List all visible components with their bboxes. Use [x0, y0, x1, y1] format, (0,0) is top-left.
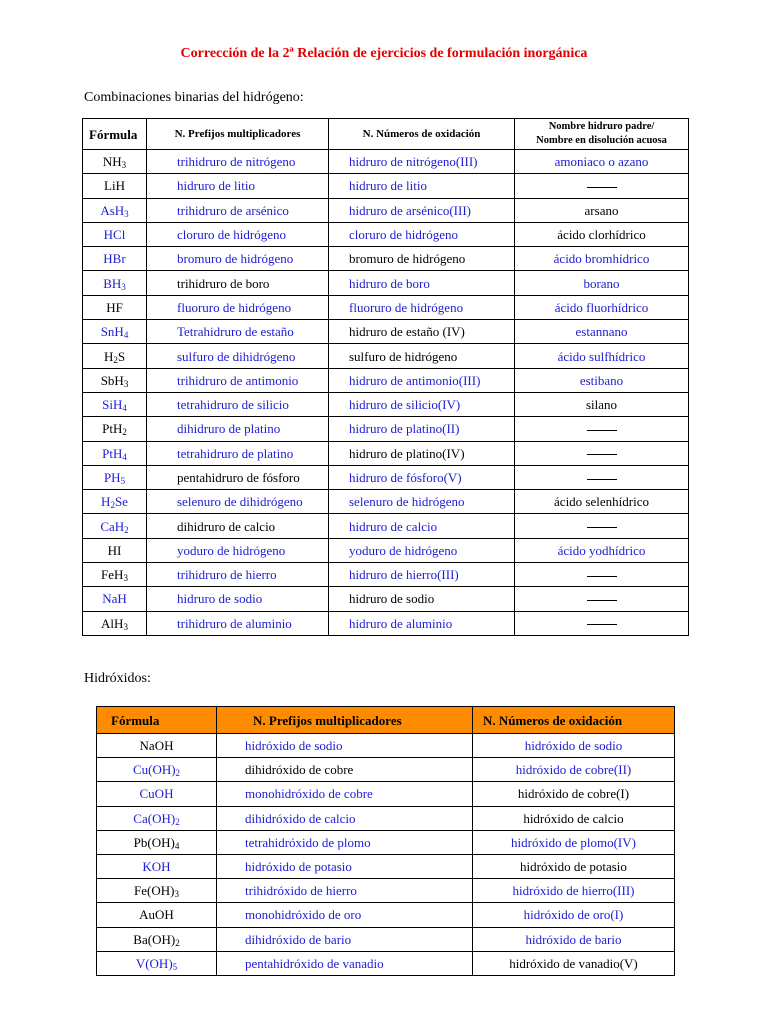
- formula-subscript: 2: [175, 937, 180, 948]
- formula-subscript: 3: [124, 208, 129, 219]
- table-row: [97, 854, 675, 878]
- header-nombre-padre-line1: Nombre hidruro padre/: [548, 121, 655, 132]
- prefijos-cell: trihidruro de nitrógeno: [147, 150, 329, 174]
- oxidacion-cell: hidruro de nitrógeno(III): [329, 150, 515, 174]
- formula-text: H: [101, 494, 111, 510]
- formula-text: PtH: [102, 421, 123, 437]
- formula-subscript: 2: [124, 524, 129, 535]
- table-row: [83, 368, 689, 392]
- formula-cell: [83, 271, 147, 295]
- prefijos-cell: bromuro de hidrógeno: [147, 247, 329, 271]
- formula-cell: [83, 611, 147, 635]
- table-row: [83, 465, 689, 489]
- formula-cell: [97, 830, 217, 854]
- oxidacion-cell: hidruro de litio: [329, 174, 515, 198]
- oxidacion-cell: hidruro de aluminio: [329, 611, 515, 635]
- formula-text: Ca(OH): [133, 810, 176, 826]
- formula-text: NaOH: [139, 738, 174, 754]
- header-formula: Fórmula: [97, 707, 217, 734]
- formula-text: H: [103, 348, 114, 364]
- prefijos-cell: selenuro de dihidrógeno: [147, 490, 329, 514]
- nombre-padre-cell: [515, 417, 689, 441]
- no-name-dash: [587, 430, 617, 431]
- formula-text: PH: [103, 470, 121, 485]
- formula-text: HI: [107, 542, 122, 558]
- prefijos-cell: cloruro de hidrógeno: [147, 222, 329, 246]
- formula-text: V(OH): [135, 955, 173, 971]
- formula-text: LiH: [104, 178, 125, 194]
- nombre-padre-cell: ácido sulfhídrico: [515, 344, 689, 368]
- table-row: [83, 198, 689, 222]
- formula-cell: [83, 222, 147, 246]
- oxidacion-cell: hidruro de estaño (IV): [329, 320, 515, 344]
- nombre-padre-cell: ácido bromhídrico: [515, 247, 689, 271]
- formula-subscript: 4: [174, 840, 180, 851]
- formula-subscript: 4: [122, 403, 127, 414]
- oxidacion-cell: hidruro de sodio: [329, 587, 515, 611]
- formula-subscript: 4: [123, 330, 129, 341]
- formula-cell: [97, 854, 217, 878]
- prefijos-cell: pentahidruro de fósforo: [147, 465, 329, 489]
- formula-text: Pb(OH): [133, 834, 175, 850]
- prefijos-cell: dihidruro de calcio: [147, 514, 329, 538]
- oxidacion-cell: hidruro de hierro(III): [329, 563, 515, 587]
- formula-cell: [97, 951, 217, 975]
- no-name-dash: [587, 454, 617, 455]
- header-oxidacion: N. Números de oxidación: [473, 707, 675, 734]
- formula-subscript: 5: [120, 476, 126, 486]
- oxidacion-cell: fluoruro de hidrógeno: [329, 295, 515, 319]
- prefijos-cell: yoduro de hidrógeno: [147, 538, 329, 562]
- formula-text: HF: [106, 299, 123, 315]
- nombre-padre-cell: [515, 441, 689, 465]
- formula-cell: [83, 514, 147, 538]
- no-name-dash: [587, 600, 617, 601]
- header-prefijos: N. Prefijos multiplicadores: [147, 119, 329, 150]
- formula-cell: [97, 927, 217, 951]
- formula-text: HCl: [103, 227, 126, 243]
- formula-cell: [97, 782, 217, 806]
- formula-subscript: 3: [123, 378, 129, 389]
- nombre-padre-cell: borano: [515, 271, 689, 295]
- prefijos-cell: trihidruro de arsénico: [147, 198, 329, 222]
- oxidacion-cell: hidruro de calcio: [329, 514, 515, 538]
- nombre-padre-cell: estannano: [515, 320, 689, 344]
- nombre-padre-cell: ácido selenhídrico: [515, 490, 689, 514]
- table-row: [97, 903, 675, 927]
- formula-cell: [83, 344, 147, 368]
- formula-cell: [83, 441, 147, 465]
- formula-text: SbH: [100, 372, 124, 388]
- nombre-padre-cell: ácido yodhídrico: [515, 538, 689, 562]
- hydroxides-table: [96, 706, 675, 976]
- formula-cell: [83, 247, 147, 271]
- table-row: [83, 247, 689, 271]
- table-row: [83, 320, 689, 344]
- formula-cell: [97, 903, 217, 927]
- oxidacion-cell: hidruro de boro: [329, 271, 515, 295]
- nombre-padre-cell: [515, 611, 689, 635]
- header-nombre-padre: [515, 119, 689, 150]
- oxidacion-cell: hidróxido de oro(I): [473, 903, 675, 927]
- prefijos-cell: trihidróxido de hierro: [217, 879, 473, 903]
- table-row: [97, 806, 675, 830]
- prefijos-cell: monohidróxido de oro: [217, 903, 473, 927]
- oxidacion-cell: hidróxido de plomo(IV): [473, 830, 675, 854]
- formula-text: Se: [114, 494, 128, 510]
- table-row: [83, 563, 689, 587]
- formula-subscript: 2: [122, 427, 127, 438]
- table-row: [83, 392, 689, 416]
- prefijos-cell: hidruro de sodio: [147, 587, 329, 611]
- table-row: [83, 538, 689, 562]
- header-nombre-padre-line2: Nombre en disolución acuosa: [536, 135, 667, 146]
- formula-cell: [83, 198, 147, 222]
- formula-subscript: 2: [113, 354, 118, 365]
- table-row: [83, 587, 689, 611]
- formula-subscript: 3: [123, 621, 128, 632]
- nombre-padre-cell: ácido clorhídrico: [515, 222, 689, 246]
- nombre-padre-cell: [515, 514, 689, 538]
- formula-text: NaH: [102, 591, 127, 607]
- header-formula: Fórmula: [83, 119, 147, 150]
- prefijos-cell: pentahidróxido de vanadio: [217, 951, 473, 975]
- no-name-dash: [587, 576, 617, 577]
- formula-cell: [83, 587, 147, 611]
- hydrogen-binary-table: [82, 118, 689, 636]
- no-name-dash: [587, 479, 617, 480]
- table-header-row: [83, 119, 689, 150]
- table-row: [83, 271, 689, 295]
- section-heading-hydrogen: Combinaciones binarias del hidrógeno:: [84, 90, 304, 105]
- table-row: [97, 782, 675, 806]
- prefijos-cell: trihidruro de hierro: [147, 563, 329, 587]
- prefijos-cell: fluoruro de hidrógeno: [147, 295, 329, 319]
- prefijos-cell: dihidróxido de cobre: [217, 758, 473, 782]
- oxidacion-cell: hidróxido de potasio: [473, 854, 675, 878]
- formula-cell: [83, 417, 147, 441]
- oxidacion-cell: hidruro de silicio(IV): [329, 392, 515, 416]
- table-row: [83, 417, 689, 441]
- formula-cell: [83, 320, 147, 344]
- no-name-dash: [587, 187, 617, 188]
- oxidacion-cell: hidruro de arsénico(III): [329, 198, 515, 222]
- oxidacion-cell: hidróxido de calcio: [473, 806, 675, 830]
- table-row: [83, 295, 689, 319]
- formula-subscript: 3: [123, 573, 128, 584]
- oxidacion-cell: hidróxido de cobre(II): [473, 758, 675, 782]
- table-row: [83, 490, 689, 514]
- formula-text: Ba(OH): [133, 931, 176, 947]
- header-oxidacion: N. Números de oxidación: [329, 119, 515, 150]
- oxidacion-cell: bromuro de hidrógeno: [329, 247, 515, 271]
- formula-subscript: 3: [174, 889, 179, 900]
- formula-cell: [97, 734, 217, 758]
- nombre-padre-cell: amoniaco o azano: [515, 150, 689, 174]
- prefijos-cell: hidruro de litio: [147, 174, 329, 198]
- table-row: [97, 951, 675, 975]
- table-row: [83, 150, 689, 174]
- table-row: [97, 758, 675, 782]
- formula-subscript: 3: [121, 281, 126, 292]
- formula-subscript: 3: [121, 160, 127, 171]
- formula-subscript: 4: [122, 451, 127, 462]
- table-row: [83, 611, 689, 635]
- prefijos-cell: dihidróxido de bario: [217, 927, 473, 951]
- formula-cell: [97, 758, 217, 782]
- formula-cell: [83, 538, 147, 562]
- hydroxides-table-body: [97, 734, 675, 976]
- table-row: [97, 734, 675, 758]
- prefijos-cell: hidróxido de potasio: [217, 854, 473, 878]
- nombre-padre-cell: ácido fluorhídrico: [515, 295, 689, 319]
- formula-text: PtH: [102, 445, 123, 461]
- formula-subscript: 2: [110, 500, 115, 511]
- oxidacion-cell: hidróxido de sodio: [473, 734, 675, 758]
- header-prefijos: N. Prefijos multiplicadores: [217, 707, 473, 734]
- oxidacion-cell: selenuro de hidrógeno: [329, 490, 515, 514]
- nombre-padre-cell: arsano: [515, 198, 689, 222]
- formula-cell: [83, 563, 147, 587]
- formula-cell: [83, 392, 147, 416]
- oxidacion-cell: hidróxido de hierro(III): [473, 879, 675, 903]
- prefijos-cell: tetrahidróxido de plomo: [217, 830, 473, 854]
- formula-subscript: 5: [172, 961, 178, 972]
- table-row: [83, 514, 689, 538]
- table-row: [83, 174, 689, 198]
- formula-cell: [83, 465, 147, 489]
- hydrogen-table-body: [83, 150, 689, 636]
- formula-text: KOH: [142, 859, 171, 875]
- nombre-padre-cell: [515, 174, 689, 198]
- table-row: [97, 927, 675, 951]
- formula-text: S: [117, 348, 126, 364]
- oxidacion-cell: hidruro de platino(II): [329, 417, 515, 441]
- formula-cell: [83, 368, 147, 392]
- oxidacion-cell: sulfuro de hidrógeno: [329, 344, 515, 368]
- prefijos-cell: monohidróxido de cobre: [217, 782, 473, 806]
- formula-cell: [97, 879, 217, 903]
- prefijos-cell: tetrahidruro de platino: [147, 441, 329, 465]
- formula-subscript: 2: [175, 816, 180, 827]
- formula-text: Fe(OH): [134, 883, 175, 899]
- formula-cell: [83, 490, 147, 514]
- formula-cell: [83, 295, 147, 319]
- formula-cell: [83, 150, 147, 174]
- oxidacion-cell: hidruro de platino(IV): [329, 441, 515, 465]
- prefijos-cell: sulfuro de dihidrógeno: [147, 344, 329, 368]
- prefijos-cell: trihidruro de antimonio: [147, 368, 329, 392]
- oxidacion-cell: hidróxido de cobre(I): [473, 782, 675, 806]
- formula-text: AsH: [100, 202, 125, 218]
- formula-subscript: 2: [175, 768, 181, 779]
- nombre-padre-cell: [515, 563, 689, 587]
- oxidacion-cell: hidruro de antimonio(III): [329, 368, 515, 392]
- formula-cell: [97, 806, 217, 830]
- section-heading-hydroxides: Hidróxidos:: [84, 671, 151, 686]
- table-row: [83, 344, 689, 368]
- formula-text: SiH: [102, 397, 123, 413]
- table-header-row: [97, 707, 675, 734]
- formula-text: CuOH: [139, 786, 174, 802]
- formula-text: NH: [102, 154, 122, 170]
- prefijos-cell: trihidruro de boro: [147, 271, 329, 295]
- table-row: [97, 879, 675, 903]
- prefijos-cell: dihidruro de platino: [147, 417, 329, 441]
- formula-cell: [83, 174, 147, 198]
- oxidacion-cell: hidruro de fósforo(V): [329, 465, 515, 489]
- oxidacion-cell: yoduro de hidrógeno: [329, 538, 515, 562]
- document-title: Corrección de la 2ª Relación de ejercicios de formulación inorgánica: [180, 46, 588, 61]
- prefijos-cell: Tetrahidruro de estaño: [147, 320, 329, 344]
- nombre-padre-cell: estibano: [515, 368, 689, 392]
- formula-text: CaH: [100, 518, 125, 534]
- formula-text: Cu(OH): [132, 762, 176, 778]
- table-row: [97, 830, 675, 854]
- nombre-padre-cell: [515, 587, 689, 611]
- oxidacion-cell: hidróxido de vanadio(V): [473, 951, 675, 975]
- prefijos-cell: dihidróxido de calcio: [217, 806, 473, 830]
- prefijos-cell: tetrahidruro de silicio: [147, 392, 329, 416]
- formula-text: AlH: [101, 615, 124, 631]
- oxidacion-cell: cloruro de hidrógeno: [329, 222, 515, 246]
- formula-text: AuOH: [139, 907, 174, 923]
- formula-text: FeH: [101, 567, 124, 583]
- no-name-dash: [587, 624, 617, 625]
- no-name-dash: [587, 527, 617, 528]
- table-row: [83, 441, 689, 465]
- formula-text: HBr: [103, 251, 126, 267]
- formula-text: SnH: [100, 324, 124, 340]
- nombre-padre-cell: silano: [515, 392, 689, 416]
- prefijos-cell: trihidruro de aluminio: [147, 611, 329, 635]
- nombre-padre-cell: [515, 465, 689, 489]
- formula-text: BH: [103, 275, 122, 291]
- oxidacion-cell: hidróxido de bario: [473, 927, 675, 951]
- prefijos-cell: hidróxido de sodio: [217, 734, 473, 758]
- table-row: [83, 222, 689, 246]
